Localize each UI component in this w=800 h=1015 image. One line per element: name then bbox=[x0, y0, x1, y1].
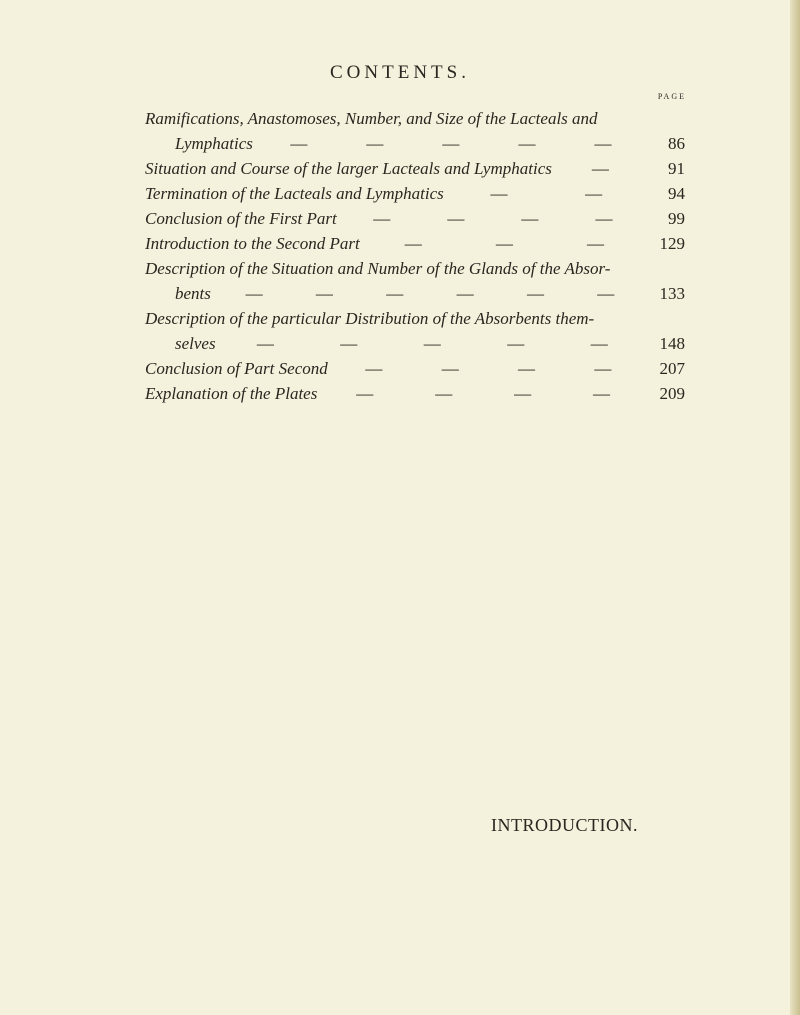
dash-leader: — — — — — bbox=[256, 334, 608, 353]
entry-page-number: 209 bbox=[659, 384, 685, 403]
dash-leader: — — bbox=[490, 184, 603, 203]
entry-title: Conclusion of the First Part bbox=[145, 209, 337, 228]
entry-page-number: 86 bbox=[668, 134, 685, 153]
entry-title-continued: selves bbox=[175, 334, 216, 353]
entry-title: Situation and Course of the larger Lacteals and Lymphatics bbox=[145, 159, 552, 178]
page-edge bbox=[790, 0, 800, 1015]
toc-entry bbox=[145, 181, 685, 206]
toc-entry bbox=[145, 306, 685, 356]
entry-title-continued: bents bbox=[175, 284, 211, 303]
entry-page-number: 94 bbox=[668, 184, 685, 203]
toc-entry bbox=[145, 231, 685, 256]
dash-leader: — — — — bbox=[373, 209, 613, 228]
dash-leader: — bbox=[591, 159, 609, 178]
entry-page-number: 91 bbox=[668, 159, 685, 178]
toc-entry bbox=[145, 206, 685, 231]
dash-leader: — — — bbox=[404, 234, 604, 253]
entry-page-number: 133 bbox=[659, 284, 685, 303]
entry-title-continued: Lymphatics bbox=[175, 134, 253, 153]
entry-page-number: 99 bbox=[668, 209, 685, 228]
dash-leader: — — — — — bbox=[290, 134, 612, 153]
catchword: INTRODUCTION. bbox=[491, 815, 638, 835]
entry-page-number: 148 bbox=[659, 334, 685, 353]
toc-entry bbox=[145, 381, 685, 406]
entry-title: Conclusion of Part Second bbox=[145, 359, 328, 378]
toc-entry bbox=[145, 256, 685, 306]
toc-entry bbox=[145, 356, 685, 381]
dash-leader: — — — — bbox=[365, 359, 612, 378]
entry-title: Description of the Situation and Number of the Glands of the Absor- bbox=[145, 259, 611, 278]
entry-title: Explanation of the Plates bbox=[145, 384, 318, 403]
toc-entry bbox=[145, 156, 685, 181]
entry-title: Introduction to the Second Part bbox=[145, 234, 360, 253]
toc-entry bbox=[145, 106, 685, 156]
page-title: CONTENTS. bbox=[330, 62, 470, 83]
dash-leader: — — — — — — bbox=[245, 284, 615, 303]
entry-title: Ramifications, Anastomoses, Number, and Size of the Lacteals and bbox=[145, 109, 598, 128]
page-column-label: PAGE bbox=[657, 92, 686, 101]
dash-leader: — — — — bbox=[356, 384, 611, 403]
entry-title: Termination of the Lacteals and Lymphatics bbox=[145, 184, 444, 203]
entry-page-number: 129 bbox=[659, 234, 685, 253]
entry-page-number: 207 bbox=[659, 359, 685, 378]
entry-title: Description of the particular Distribution of the Absorbents them- bbox=[145, 309, 595, 328]
